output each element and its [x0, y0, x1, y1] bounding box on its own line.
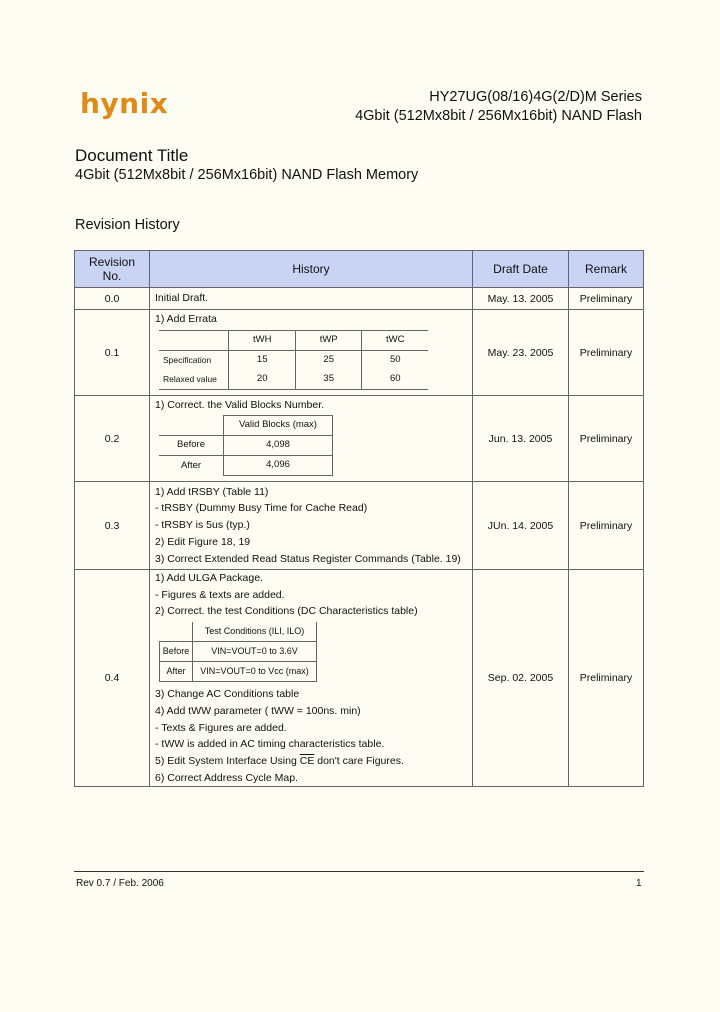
remark: Preliminary: [569, 570, 644, 787]
revision-number: 0.0: [75, 288, 150, 310]
history-cell: 1) Add ULGA Package. - Figures & texts are added. 2) Correct. the test Conditions (DC Characteristics table) Test Conditions (ILI, ILO) Before VIN=VOUT=0 to 3.6V After VIN=VOUT=0 to Vcc (max) 3) Change AC Conditions table 4) Add tWW parameter ( tWW = 100ns. min) - Texts & Figures are added. - tWW is added in AC timing characteristics table. 5) Edit System Interface Using $\overline{CE}$ don't care Figures. 6) Correct Address Cycle Map.: [150, 570, 473, 787]
history-cell: 1) Add Errata tWH tWP tWC Specification 15 25 50 Relaxed value 20 35 60: [150, 310, 473, 396]
series-title: HY27UG(08/16)4G(2/D)M Series: [429, 89, 642, 105]
header-draft-date: Draft Date: [473, 251, 569, 288]
table-row: [75, 288, 644, 310]
history-cell: 1) Add tRSBY (Table 11) - tRSBY (Dummy Busy Time for Cache Read) - tRSBY is 5us (typ.) 2) Edit Figure 18, 19 3) Correct Extended Read Status Register Commands (Table. 19): [150, 482, 473, 570]
header-history: History: [150, 251, 473, 288]
draft-date: May. 23. 2005: [473, 310, 569, 396]
revision-number: 0.3: [75, 482, 150, 570]
revision-number: 0.2: [75, 396, 150, 482]
footer-divider: [74, 871, 644, 872]
draft-date: Sep. 02. 2005: [473, 570, 569, 787]
remark: Preliminary: [569, 310, 644, 396]
header-remark: Remark: [569, 251, 644, 288]
history-cell: Initial Draft.: [150, 288, 473, 310]
remark: Preliminary: [569, 288, 644, 310]
history-cell: 1) Correct. the Valid Blocks Number. Valid Blocks (max) Before 4,098 After 4,096: [150, 396, 473, 482]
document-title: Document Title: [75, 146, 189, 165]
table-row: [75, 570, 644, 787]
revision-number: 0.4: [75, 570, 150, 787]
footer-revision: Rev 0.7 / Feb. 2006: [76, 878, 164, 889]
table-header-row: [75, 251, 644, 288]
draft-date: May. 13. 2005: [473, 288, 569, 310]
valid-blocks-table: Valid Blocks (max) Before 4,098 After 4,096: [159, 415, 333, 476]
table-row: [75, 396, 644, 482]
test-conditions-table: Test Conditions (ILI, ILO) Before VIN=VOUT=0 to 3.6V After VIN=VOUT=0 to Vcc (max): [159, 622, 317, 682]
series-header: [355, 88, 642, 126]
draft-date: JUn. 14. 2005: [473, 482, 569, 570]
section-heading: Revision History: [75, 217, 180, 233]
page-number: 1: [636, 878, 642, 889]
revision-number: 0.1: [75, 310, 150, 396]
document-subtitle: 4Gbit (512Mx8bit / 256Mx16bit) NAND Flash Memory: [75, 167, 419, 183]
errata-table: tWH tWP tWC Specification 15 25 50 Relaxed value 20 35 60: [159, 330, 428, 390]
header-revision: Revision No.: [75, 251, 150, 288]
draft-date: Jun. 13. 2005: [473, 396, 569, 482]
hynix-logo: hynix: [80, 87, 169, 120]
remark: Preliminary: [569, 396, 644, 482]
table-row: [75, 482, 644, 570]
revision-history-table: [74, 250, 644, 787]
table-row: [75, 310, 644, 396]
remark: Preliminary: [569, 482, 644, 570]
series-subtitle: 4Gbit (512Mx8bit / 256Mx16bit) NAND Flash: [355, 108, 642, 124]
